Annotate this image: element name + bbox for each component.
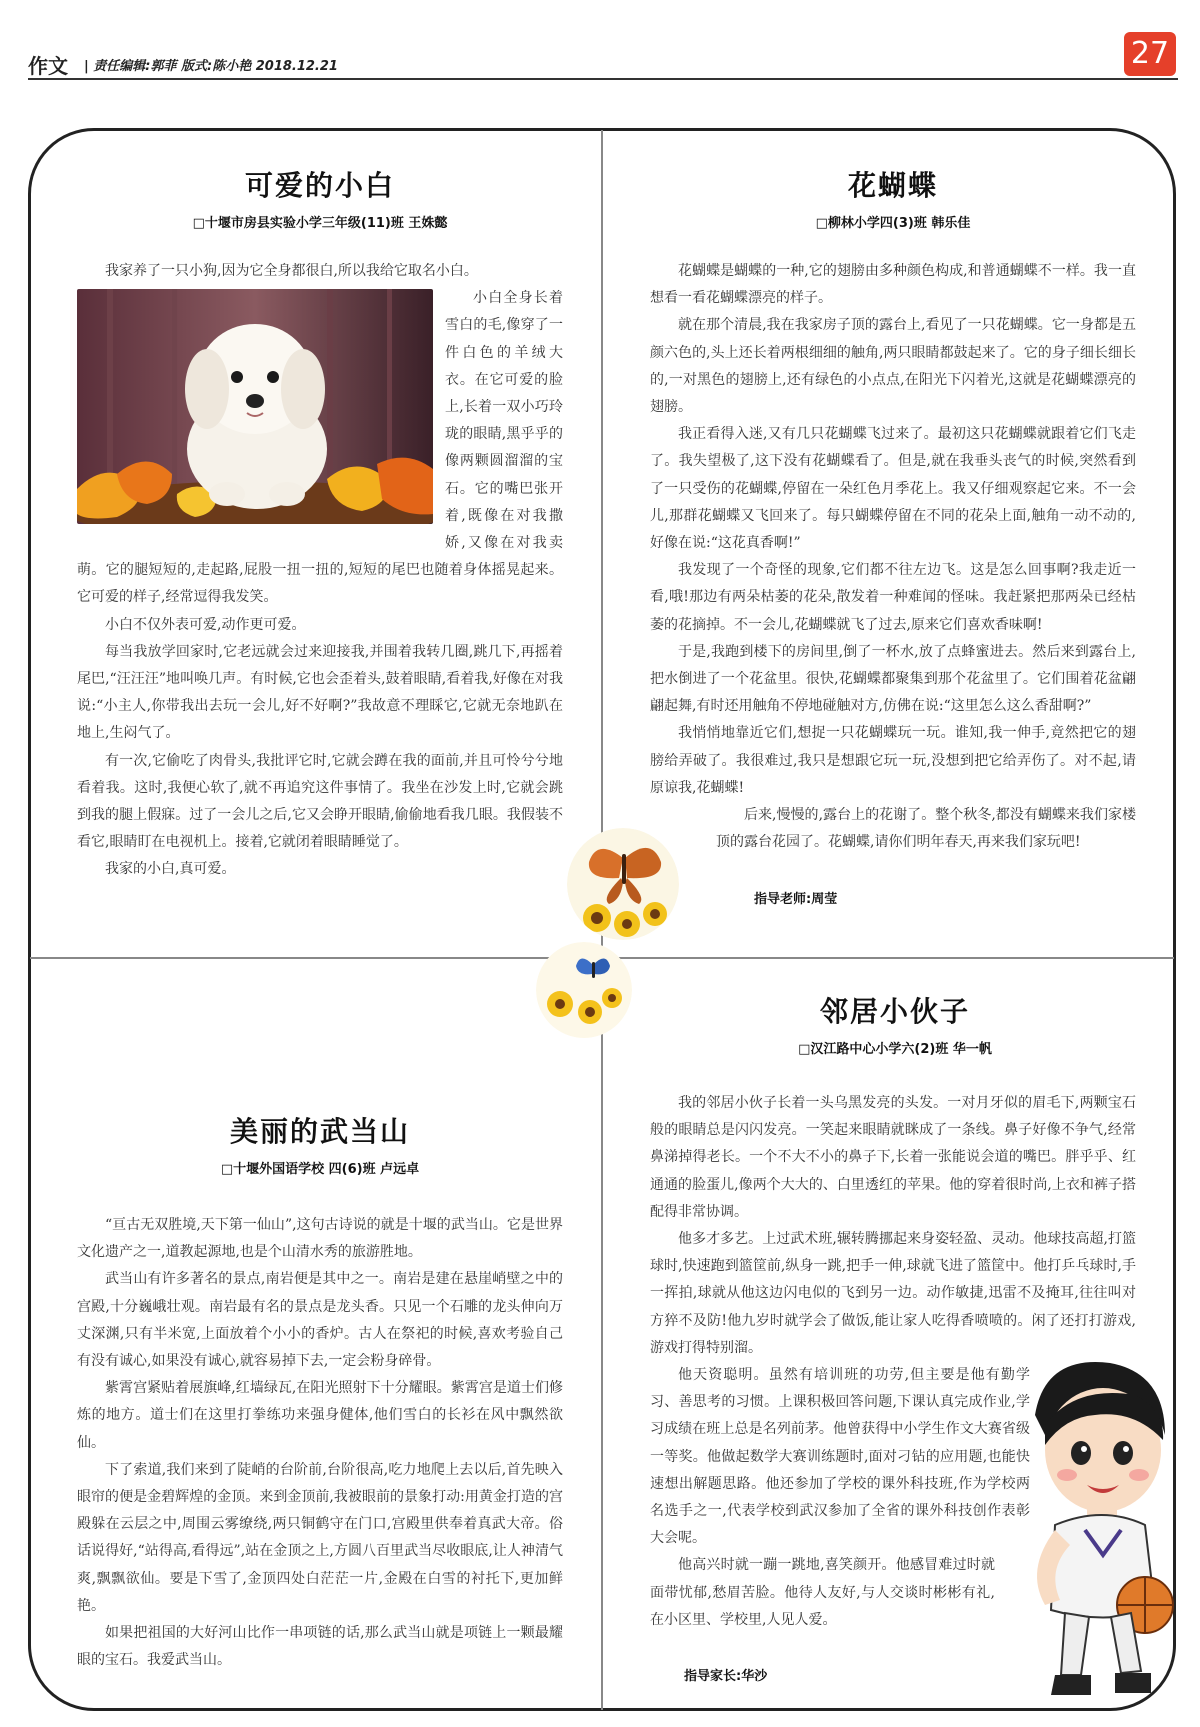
article-title: 可爱的小白 bbox=[244, 169, 395, 202]
parent-signature: 指导家长:华沙 bbox=[684, 1669, 768, 1684]
white-puppy-photo bbox=[77, 289, 433, 524]
article-title: 邻居小伙子 bbox=[819, 995, 970, 1028]
paragraph: 武当山有许多著名的景点,南岩便是其中之一。南岩是建在悬崖峭壁之中的宫殿,十分巍峨壮观。南岩最有名的景点是龙头香。只见一个石雕的龙头伸向万丈深渊,只有半米宽,上面放着个小小的香炉。古人在祭祀的时候,喜欢考验自己有没有诚心,如果没有诚心,就容易掉下去,一定会粉身碎骨。 bbox=[77, 1271, 563, 1370]
paragraph: 我家的小白,真可爱。 bbox=[105, 861, 236, 878]
article-xiaobai bbox=[77, 160, 563, 890]
paragraph: 他高兴时就一蹦一跳地,喜笑颜开。他感冒难过时就面带忧郁,愁眉苦脸。他待人友好,与人交谈时彬彬有礼,在小区里、学校里,人见人爱。 bbox=[650, 1557, 995, 1628]
article-body bbox=[77, 258, 563, 884]
paragraph: 小白不仅外表可爱,动作更可爱。 bbox=[105, 616, 306, 633]
article-butterfly bbox=[650, 160, 1136, 920]
cartoon-boy-basketball bbox=[1015, 1355, 1180, 1710]
header-rule bbox=[28, 78, 1178, 80]
article-wudang bbox=[77, 1110, 563, 1670]
paragraph: 每当我放学回家时,它老远就会过来迎接我,并围着我转几圈,跳几下,再摇着尾巴,“汪汪汪”地叫唤几声。有时候,它也会歪着头,鼓着眼睛,看着我,好像在对我说:“小主人,你带我出去玩一会儿,好不好啊?”我故意不理睬它,它就无奈地趴在地上,生闷气了。 bbox=[77, 643, 563, 742]
paragraph: 后来,慢慢的,露台上的花谢了。整个秋冬,都没有蝴蝶来我们家楼顶的露台花园了。花蝴蝶,请你们明年春天,再来我们家玩吧! bbox=[716, 807, 1136, 851]
paragraph: 我的邻居小伙子长着一头乌黑发亮的头发。一对月牙似的眉毛下,两颗宝石般的眼睛总是闪闪发亮。一笑起来眼睛就眯成了一条线。鼻子好像不争气,经常鼻涕掉得老长。一个不大不小的鼻子下,长着一张能说会道的嘴巴。胖乎乎、红通通的脸蛋儿,像两个大大的、白里透红的苹果。他的穿着很时尚,上衣和裤子搭配得非常协调。 bbox=[650, 1095, 1136, 1220]
article-body bbox=[77, 1212, 563, 1674]
article-author: □柳林小学四(3)班 韩乐佳 bbox=[815, 216, 971, 231]
article-title: 美丽的武当山 bbox=[229, 1115, 410, 1148]
editor-credits: | 责任编辑:郭菲 版式:陈小艳 2018.12.21 bbox=[84, 59, 338, 74]
paragraph: “亘古无双胜境,天下第一仙山”,这句古诗说的就是十堰的武当山。它是世界文化遗产之一,道教起源地,也是个山清水秀的旅游胜地。 bbox=[77, 1217, 563, 1261]
paragraph: 于是,我跑到楼下的房间里,倒了一杯水,放了点蜂蜜进去。然后来到露台上,把水倒进了一个花盆里。很快,花蝴蝶都聚集到那个花盆里了。它们围着花盆翩翩起舞,有时还用触角不停地碰触对方,仿佛在说:“这里怎么这么香甜啊?” bbox=[650, 643, 1136, 715]
paragraph: 我家养了一只小狗,因为它全身都很白,所以我给它取名小白。 bbox=[105, 263, 478, 279]
page-number: 27 bbox=[1124, 32, 1176, 76]
paragraph: 紫霄宫紧贴着展旗峰,红墙绿瓦,在阳光照射下十分耀眼。紫霄宫是道士们修炼的地方。道士们在这里打拳练功来强身健体,他们雪白的长衫在风中飘然欲仙。 bbox=[77, 1380, 563, 1451]
paragraph: 我正看得入迷,又有几只花蝴蝶飞过来了。最初这只花蝴蝶就跟着它们飞走了。我失望极了,这下没有花蝴蝶看了。但是,就在我垂头丧气的时候,突然看到了一只受伤的花蝴蝶,停留在一朵红色月季花上。我又仔细观察起它来。不一会儿,那群花蝴蝶又飞回来了。每只蝴蝶停留在不同的花朵上面,触角一动不动的,好像在说:“这花真香啊!” bbox=[650, 426, 1136, 552]
section-title: 作文 bbox=[28, 54, 68, 78]
butterfly-sunflower-illustration bbox=[567, 828, 679, 940]
paragraph: 有一次,它偷吃了肉骨头,我批评它时,它就会蹲在我的面前,并且可怜兮兮地看着我。这时,我便心软了,就不再追究这件事情了。我坐在沙发上时,它就会跳到我的腿上假寐。过了一会儿之后,它又会睁开眼睛,偷偷地看我几眼。我假装不看它,眼睛盯在电视机上。接着,它就闭着眼睛睡觉了。 bbox=[77, 752, 563, 851]
paragraph: 他多才多艺。上过武术班,辗转腾挪起来身姿轻盈、灵动。他球技高超,打篮球时,快速跑到篮筐前,纵身一跳,把手一伸,球就飞进了篮筐中。他打乒乓球时,手一挥拍,球就从他这边闪电似的飞到另一边。动作敏捷,迅雷不及掩耳,往往叫对方猝不及防!他九岁时就学会了做饭,能让家人吃得香喷喷的。闲了还打打游戏,游戏打得特别溜。 bbox=[650, 1231, 1136, 1356]
teacher-signature: 指导老师:周莹 bbox=[754, 892, 838, 907]
small-butterfly-illustration bbox=[536, 942, 632, 1038]
article-author: □汉江路中心小学六(2)班 华一帆 bbox=[798, 1042, 992, 1057]
paragraph: 我发现了一个奇怪的现象,它们都不往左边飞。这是怎么回事啊?我走近一看,哦!那边有两朵枯萎的花朵,散发着一种难闻的怪味。我赶紧把那两朵已经枯萎的花摘掉。不一会儿,花蝴蝶就飞了过去,原来它们喜欢香味啊! bbox=[650, 562, 1136, 633]
paragraph: 下了索道,我们来到了陡峭的台阶前,台阶很高,吃力地爬上去以后,首先映入眼帘的便是金碧辉煌的金顶。来到金顶前,我被眼前的景象打动:用黄金打造的宫殿躲在云层之中,周围云雾缭绕,两只铜鹤守在门口,宫殿里供奉着真武大帝。俗话说得好,“站得高,看得远”,站在金顶之上,方圆八百里武当尽收眼底,让人神清气爽,飘飘欲仙。要是下雪了,金顶四处白茫茫一片,金殿在白雪的衬托下,更加鲜艳。 bbox=[77, 1461, 563, 1614]
paragraph: 他天资聪明。虽然有培训班的功劳,但主要是他有勤学习、善思考的习惯。上课积极回答问题,下课认真完成作业,学习成绩在班上总是名列前茅。他曾获得中小学生作文大赛省级一等奖。他做起数学大赛训练题时,面对刁钻的应用题,也能快速想出解题思路。他还参加了学校的课外科技班,作为学校两名选手之一,代表学校到武汉参加了全省的课外科技创作表彰大会呢。 bbox=[650, 1367, 1030, 1547]
article-author: □十堰市房县实验小学三年级(11)班 王姝懿 bbox=[192, 216, 448, 231]
page-header bbox=[28, 44, 1178, 80]
article-body bbox=[650, 258, 1136, 856]
paragraph: 花蝴蝶是蝴蝶的一种,它的翅膀由多种颜色构成,和普通蝴蝶不一样。我一直想看一看花蝴蝶漂亮的样子。 bbox=[650, 263, 1136, 307]
paragraph: 我悄悄地靠近它们,想捉一只花蝴蝶玩一玩。谁知,我一伸手,竟然把它的翅膀给弄破了。我很难过,我只是想跟它玩一玩,没想到把它给弄伤了。对不起,请原谅我,花蝴蝶! bbox=[650, 725, 1136, 796]
paragraph: 就在那个清晨,我在我家房子顶的露台上,看见了一只花蝴蝶。它一身都是五颜六色的,头上还长着两根细细的触角,两只眼睛都鼓起来了。它的身子细长细长的,一对黑色的翅膀上,还有绿色的小点点,在阳光下闪着光,这就是花蝴蝶漂亮的翅膀。 bbox=[650, 317, 1136, 416]
article-author: □十堰外国语学校 四(6)班 卢远卓 bbox=[220, 1162, 420, 1177]
paragraph: 小白全身长着雪白的毛,像穿了一件白色的羊绒大衣。在它可爱的脸上,长着一双小巧玲珑的眼睛,黑乎乎的像两颗圆溜溜的宝石。它的嘴巴张开着,既像在对我撒娇,又像在对我卖萌。它的腿短短的,走起路,屁股一扭一扭的,短短的尾巴也随着身体摇晃起来。它可爱的样子,经常逗得我发笑。 bbox=[77, 290, 563, 606]
paragraph: 如果把祖国的大好河山比作一串项链的话,那么武当山就是项链上一颗最耀眼的宝石。我爱武当山。 bbox=[77, 1625, 563, 1669]
article-title: 花蝴蝶 bbox=[847, 169, 938, 202]
